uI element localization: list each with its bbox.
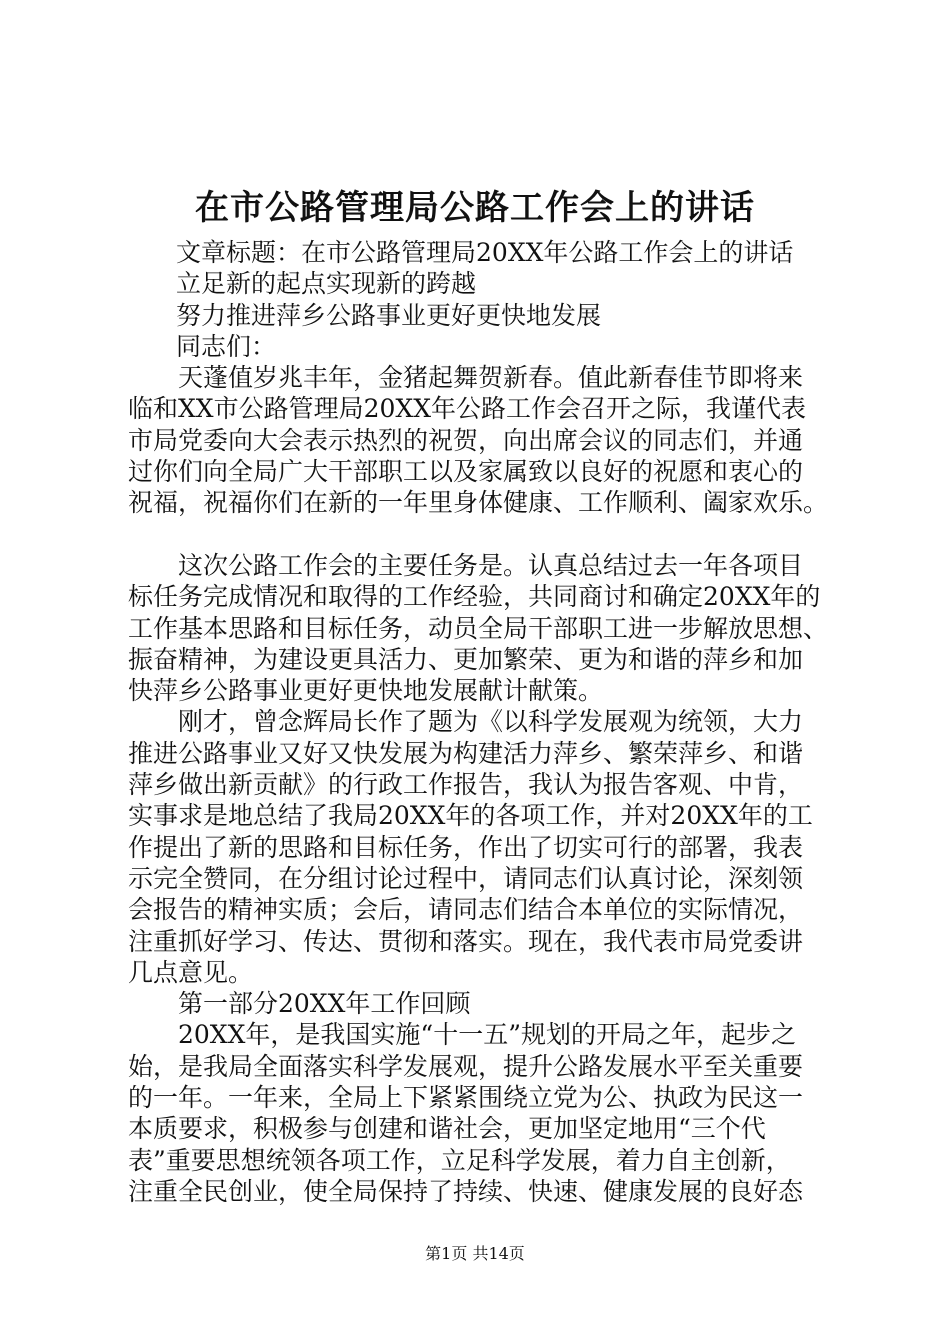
article-title-line: 文章标题：在市公路管理局20XX年公路工作会上的讲话 <box>176 238 794 267</box>
subtitle-line-2: 努力推进萍乡公路事业更好更快地发展 <box>176 300 602 330</box>
paragraph-task <box>128 550 838 706</box>
paragraph-line: 实事求是地总结了我局20XX年的各项工作，并对20XX年的工 <box>128 801 813 831</box>
paragraph-line: 的一年。一年来，全局上下紧紧围绕立党为公、执政为民这一 <box>128 1083 804 1113</box>
page-footer: 第1页 共14页 <box>425 1244 525 1263</box>
subtitle-line-1: 立足新的起点实现新的跨越 <box>176 269 477 299</box>
paragraph-line: 20XX年，是我国实施“十一五”规划的开局之年，起步之 <box>178 1020 796 1050</box>
paragraph-line: 工作基本思路和目标任务，动员全局干部职工进一步解放思想、 <box>128 613 829 643</box>
paragraph-line: 推进公路事业又好又快发展为构建活力萍乡、繁荣萍乡、和谐 <box>128 738 804 768</box>
paragraph-line: 注重全民创业，使全局保持了持续、快速、健康发展的良好态 <box>128 1176 804 1206</box>
paragraph-line: 注重抓好学习、传达、贯彻和落实。现在，我代表市局党委讲 <box>128 926 804 956</box>
paragraph-line: 天蓬值岁兆丰年，金猪起舞贺新春。值此新春佳节即将来 <box>178 363 804 393</box>
salutation: 同志们： <box>176 331 277 361</box>
paragraph-line: 几点意见。 <box>128 957 254 987</box>
paragraph-greeting <box>128 362 838 518</box>
paragraph-line: 表”重要思想统领各项工作，立足科学发展，着力自主创新， <box>128 1145 791 1175</box>
paragraph-line: 始，是我局全面落实科学发展观，提升公路发展水平至关重要 <box>128 1051 804 1081</box>
paragraph-line: 振奋精神，为建设更具活力、更加繁荣、更为和谐的萍乡和加 <box>128 644 804 674</box>
paragraph-line: 示完全赞同，在分组讨论过程中，请同志们认真讨论，深刻领 <box>128 863 804 893</box>
section-heading: 第一部分20XX年工作回顾 <box>178 989 471 1019</box>
paragraph-review <box>128 1019 838 1207</box>
blank-line <box>128 519 838 550</box>
paragraph-line: 临和XX市公路管理局20XX年公路工作会召开之际，我谨代表 <box>128 394 807 424</box>
document-body <box>128 237 838 1207</box>
paragraph-line: 刚才，曾念辉局长作了题为《以科学发展观为统领，大力 <box>178 707 804 737</box>
paragraph-line: 市局党委向大会表示热烈的祝贺，向出席会议的同志们，并通 <box>128 425 804 455</box>
paragraph-line: 祝福，祝福你们在新的一年里身体健康、工作顺利、阖家欢乐。 <box>128 488 829 518</box>
document-title: 在市公路管理局公路工作会上的讲话 <box>195 188 755 228</box>
paragraph-line: 过你们向全局广大干部职工以及家属致以良好的祝愿和衷心的 <box>128 457 804 487</box>
paragraph-line: 会报告的精神实质；会后，请同志们结合本单位的实际情况， <box>128 895 804 925</box>
paragraph-line: 本质要求，积极参与创建和谐社会，更加坚定地用“三个代 <box>128 1114 766 1144</box>
paragraph-line: 快萍乡公路事业更好更快地发展献计献策。 <box>128 676 604 706</box>
paragraph-line: 标任务完成情况和取得的工作经验，共同商讨和确定20XX年的 <box>128 582 821 612</box>
paragraph-line: 作提出了新的思路和目标任务，作出了切实可行的部署，我表 <box>128 832 804 862</box>
paragraph-line: 萍乡做出新贡献》的行政工作报告，我认为报告客观、中肯， <box>128 770 804 800</box>
paragraph-report <box>128 706 838 988</box>
paragraph-line: 这次公路工作会的主要任务是。认真总结过去一年各项目 <box>178 550 804 580</box>
